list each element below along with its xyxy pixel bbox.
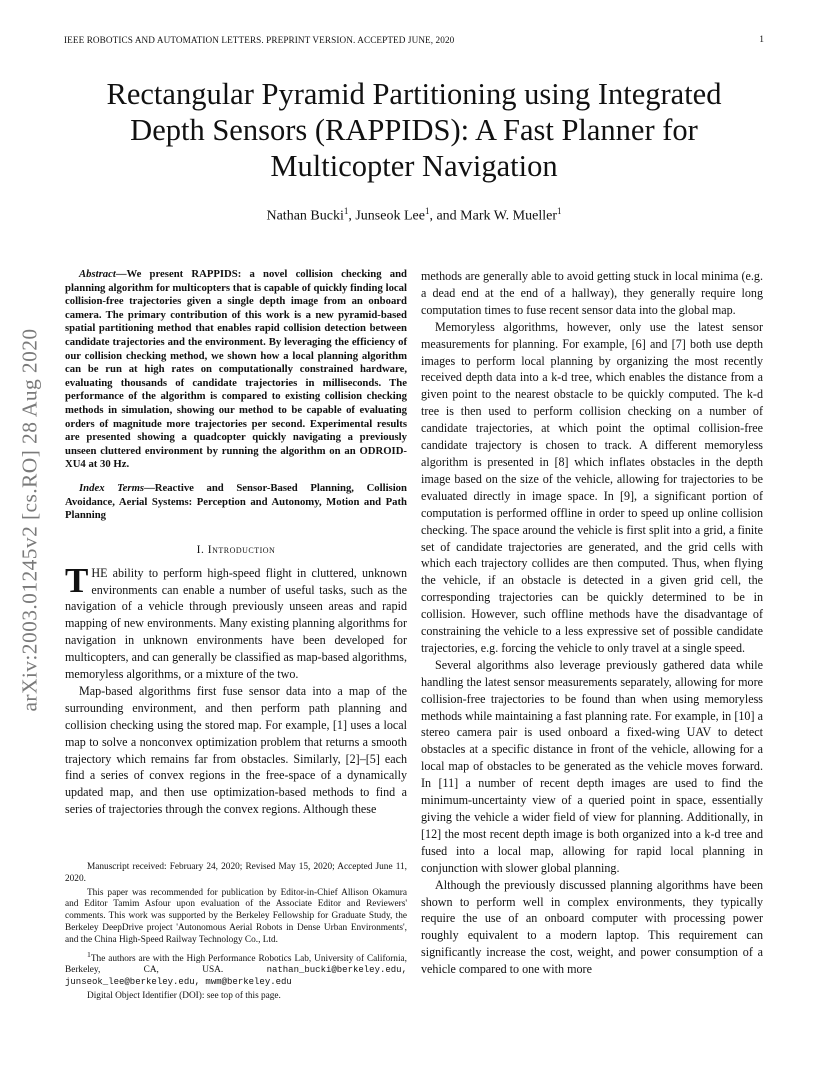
footnote-affiliation (65, 949, 407, 989)
section-heading (65, 542, 407, 559)
title-line: Depth Sensors (RAPPIDS): A Fast Planner for (130, 113, 698, 147)
footnotes (65, 862, 407, 1005)
body-paragraph: methods are generally able to avoid getting stuck in local minima (e.g. a dead end at the end of a hallway), they generally require long computation times to fuse recent sensor data into the global map. (421, 269, 763, 317)
intro-paragraph (65, 560, 407, 683)
abstract (65, 268, 407, 472)
email-list[interactable]: nathan_bucki@berkeley.edu, junseok_lee@berkeley.edu, mwm@berkeley.edu (65, 965, 407, 988)
author-name: Mark W. Mueller (460, 208, 557, 224)
index-terms-label: Index Terms (79, 481, 145, 494)
footnote-doi: Digital Object Identifier (DOI): see top of this page. (87, 991, 281, 1002)
right-column (421, 268, 763, 978)
affiliation-mark: 1 (343, 206, 349, 216)
arxiv-watermark (15, 280, 45, 760)
author-name: Nathan Bucki (266, 208, 344, 224)
index-terms (65, 482, 407, 523)
drop-cap: T (65, 560, 89, 600)
author-list (40, 206, 788, 225)
body-paragraph: Several algorithms also leverage previously gathered data while handling the latest sensor measurements separately, allowing for more collision-free trajectories to be found than when using memoryless methods while maintaining a fast planning rate. For example, in [10] a stereo camera pair is used onboard a fixed-wing UAV to detect obstacles at a specific distance in front of the vehicle, allowing for a local map of obstacles to be generated as the vehicle moves forward. In [11] a number of recent depth images are used to find the minimum-uncertainty view of a queried point in space, essentially giving the vehicle a wider field of view for planning. Additionally, in [12] the most recent depth image is both organized into a k-d tree and fused into a local map, allowing for rapid local planning in conjunction with slower global planning. (421, 657, 763, 875)
left-column (65, 268, 407, 818)
body-paragraph: Map-based algorithms first fuse sensor data into a map of the surrounding environment, and then perform path planning and collision checking using the stored map. For example, [1] uses a local map to solve a nonconvex optimization problem that returns a smooth trajectory which remains far from obstacles. Similarly, [2]–[5] each find a series of convex regions in the free-space of a dynamically updated map, and then use optimization-based methods to find a series of trajectories through the convex regions. Although these (65, 683, 407, 817)
footnote-recommendation: This paper was recommended for publication by Editor-in-Chief Allison Okamura and Editor Tamim Asfour upon evaluation of the Associate Editor and Reviewers' comments. This work was supported by the Berkeley Fellowship for Graduate Study, the Berkeley DeepDrive project 'Autonomous Aerial Robots in Dense Urban Environments', and the China High-Speed Railway Technology Co., Ltd. (65, 887, 407, 945)
author-name: Junseok Lee (355, 208, 425, 224)
running-header: IEEE ROBOTICS AND AUTOMATION LETTERS. PREPRINT VERSION. ACCEPTED JUNE, 2020 (64, 35, 455, 45)
index-terms-text: —Reactive and Sensor-Based Planning, Collision Avoidance, Aerial Systems: Perception and Autonomy, Motion and Path Planning (65, 481, 407, 522)
footnote-manuscript: Manuscript received: February 24, 2020; Revised May 15, 2020; Accepted June 11, 2020. (65, 862, 407, 884)
intro-text: HE ability to perform high-speed flight in cluttered, unknown environments can enable a number of useful tasks, such as the navigation of a vehicle through previously unseen areas and rapid mapping of new environments. Many existing planning algorithms for navigation in unknown environments have been developed for multicopters, and can generally be classified as map-based algorithms, memoryless algorithms, or a mixture of the two. (65, 565, 407, 682)
section-title: Introduction (207, 543, 276, 556)
affiliation-mark: 1 (557, 206, 562, 216)
author-separator: , and (429, 208, 461, 224)
body-paragraph: Although the previously discussed planning algorithms have been shown to perform well in complex environments, they typically require the use of an onboard computer with processing power roughly equivalent to a modern laptop. This requirement can significantly increase the cost, weight, and power consumption of a vehicle compared to one with more (421, 877, 763, 977)
abstract-label: Abstract (79, 268, 116, 280)
affiliation-mark: 1 (87, 949, 91, 959)
body-paragraph: Memoryless algorithms, however, only use the latest sensor measurements for planning. For example, [6] and [7] both use depth images to perform local planning by organizing the most recently received depth data into a k-d tree, which enables the distance from a given point to the nearest obstacle to be quickly computed. The k-d tree is then used to perform collision checking on a number of candidate trajectories, at which point the optimal collision-free candidate trajectory is chosen to track. A different memoryless algorithm is presented in [8] which inflates obstacles in the depth image based on the size of the vehicle, allowing for trajectories to be evaluated directly in image space. In [9], a significant portion of computation is performed offline in order to speed up online collision checking. The space around the vehicle is first split into a grid, a finite set of candidate trajectories are generated, and the grid cells with which each trajectory collides are then computed. Thus, when flying the vehicle, if an obstacle is detected in a given grid cell, the corresponding trajectories can be quickly determined to be in collision. However, such offline methods have the disadvantage of constraining the vehicle to a less expressive set of possible candidate trajectories, e.g. forcing the vehicle to only travel at a single speed. (421, 319, 763, 655)
author-separator: , (348, 208, 356, 224)
abstract-text: —We present RAPPIDS: a novel collision checking and planning algorithm for multicopters that is capable of quickly finding local collision-free trajectories given a single depth image from an onboard camera. The primary contribution of this work is a new pyramid-based spatial partitioning method that enables rapid collision detection between candidate trajectories and the environment. By leveraging the efficiency of our collision checking method, we shown how a local planning algorithm can be run at high rates on computationally constrained hardware, evaluating thousands of candidate trajectories in milliseconds. The performance of the algorithm is compared to existing collision checking methods in simulation, showing our method to be capable of evaluating orders of magnitude more trajectories per second. Experimental results are presented showing a quadcopter quickly navigating a previously unseen cluttered environment by running the algorithm on an ODROID-XU4 at 30 Hz. (65, 268, 407, 471)
paper-title (40, 76, 788, 184)
arxiv-identifier: arXiv:2003.01245v2 [cs.RO] 28 Aug 2020 (17, 328, 42, 712)
page-number: 1 (759, 35, 764, 45)
section-number: I. (196, 543, 208, 556)
affiliation-text: The authors are with the High Performance Robotics Lab, University of California, Berkeley, CA, USA. (65, 953, 407, 976)
title-line: Rectangular Pyramid Partitioning using Integrated (106, 77, 722, 111)
affiliation-mark: 1 (424, 206, 430, 216)
title-line: Multicopter Navigation (270, 149, 558, 183)
